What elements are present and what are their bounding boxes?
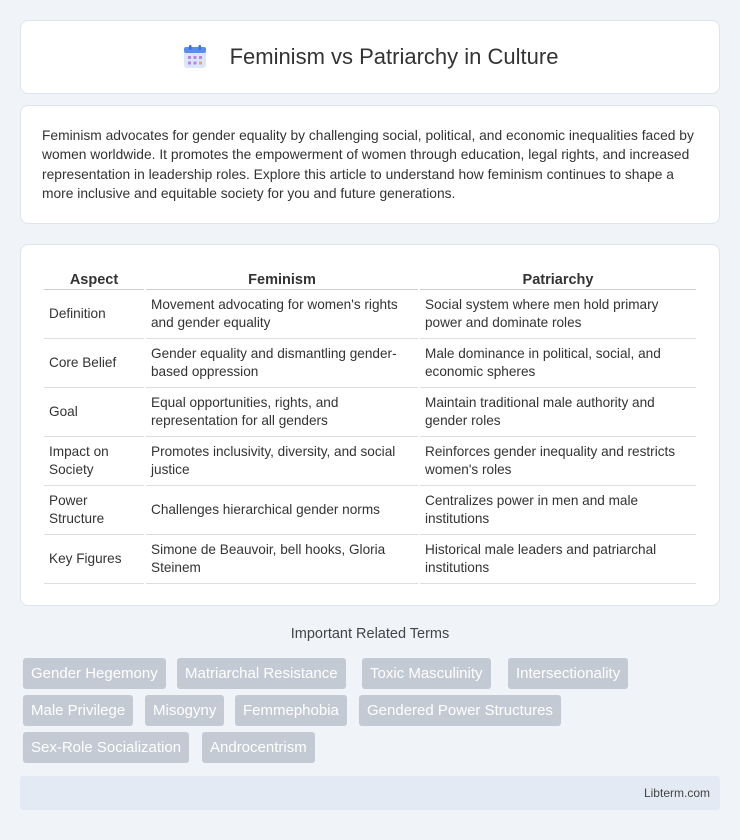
calendar-icon [182, 44, 208, 70]
cell-feminism: Movement advocating for women's rights and gender equality [146, 290, 418, 339]
table-row [44, 388, 696, 437]
table-row [44, 437, 696, 486]
footer [20, 776, 720, 810]
cell-aspect: Goal [44, 388, 144, 437]
header-card [20, 20, 720, 94]
table-row [44, 290, 696, 339]
related-term-tag[interactable]: Androcentrism [202, 732, 315, 763]
cell-feminism: Equal opportunities, rights, and representation for all genders [146, 388, 418, 437]
page-title: Feminism vs Patriarchy in Culture [229, 44, 559, 69]
cell-aspect: Core Belief [44, 339, 144, 388]
related-term-tag[interactable]: Male Privilege [23, 695, 133, 726]
table-row [44, 339, 696, 388]
cell-feminism: Gender equality and dismantling gender-based oppression [146, 339, 418, 388]
intro-card [20, 105, 720, 224]
footer-site-name[interactable]: Libterm.com [643, 786, 710, 800]
table-row [44, 535, 696, 584]
cell-patriarchy: Historical male leaders and patriarchal institutions [420, 535, 696, 584]
related-term-tag[interactable]: Gendered Power Structures [359, 695, 561, 726]
cell-patriarchy: Centralizes power in men and male institutions [420, 486, 696, 535]
related-terms-title: Important Related Terms [290, 626, 450, 642]
cell-patriarchy: Maintain traditional male authority and gender roles [420, 388, 696, 437]
header-feminism: Feminism [146, 265, 418, 290]
cell-aspect: Power Structure [44, 486, 144, 535]
cell-patriarchy: Male dominance in political, social, and economic spheres [420, 339, 696, 388]
table-row [44, 486, 696, 535]
cell-aspect: Key Figures [44, 535, 144, 584]
comparison-table-card [20, 244, 720, 606]
related-term-tag[interactable]: Sex-Role Socialization [23, 732, 189, 763]
comparison-table [42, 265, 698, 584]
related-term-tag[interactable]: Femmephobia [235, 695, 347, 726]
cell-feminism: Challenges hierarchical gender norms [146, 486, 418, 535]
cell-patriarchy: Social system where men hold primary power and dominate roles [420, 290, 696, 339]
related-term-tag[interactable]: Intersectionality [508, 658, 628, 689]
related-term-tag[interactable]: Gender Hegemony [23, 658, 166, 689]
intro-paragraph: Feminism advocates for gender equality by challenging social, political, and economic inequalities faced by women worldwide. It promotes the empowerment of women through education, legal rights, and increased representation in leadership roles. Explore this article to understand how feminism continues to shape a more inclusive and equitable society for you and future generations. [42, 128, 694, 202]
header-aspect: Aspect [44, 265, 144, 290]
cell-feminism: Promotes inclusivity, diversity, and social justice [146, 437, 418, 486]
cell-feminism: Simone de Beauvoir, bell hooks, Gloria Steinem [146, 535, 418, 584]
related-term-tag[interactable]: Misogyny [145, 695, 224, 726]
related-term-tag[interactable]: Toxic Masculinity [362, 658, 491, 689]
cell-aspect: Definition [44, 290, 144, 339]
related-term-tag[interactable]: Matriarchal Resistance [177, 658, 346, 689]
header-patriarchy: Patriarchy [420, 265, 696, 290]
cell-aspect: Impact on Society [44, 437, 144, 486]
cell-patriarchy: Reinforces gender inequality and restricts women's roles [420, 437, 696, 486]
table-header-row [44, 265, 696, 290]
